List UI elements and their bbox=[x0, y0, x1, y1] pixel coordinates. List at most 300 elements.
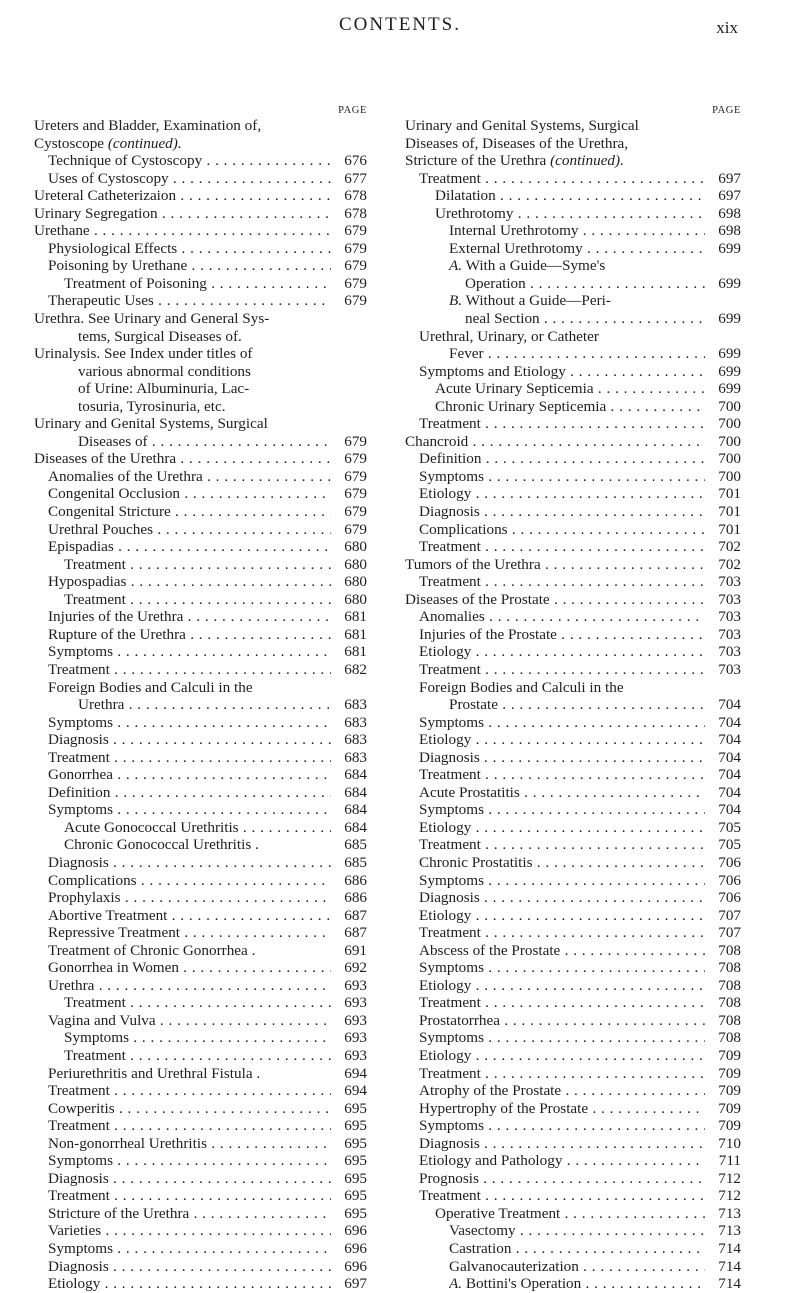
toc-entry-text: neal Section . . . bbox=[465, 310, 705, 328]
toc-entry-text: Stricture of the Urethra . . . bbox=[48, 1205, 331, 1223]
toc-entry bbox=[405, 608, 741, 626]
toc-entry bbox=[34, 538, 367, 556]
toc-entry-text: Symptoms . . . bbox=[419, 714, 705, 732]
toc-entry-text: Diseases of the Urethra . . . bbox=[34, 450, 331, 468]
toc-entry bbox=[34, 1222, 367, 1240]
toc-entry-text: Symptoms and Etiology . . . bbox=[419, 363, 705, 381]
toc-entry-text: Urethra . . . bbox=[48, 977, 331, 995]
toc-entry-text: Symptoms . . . bbox=[419, 1117, 705, 1135]
toc-entry bbox=[34, 573, 367, 591]
toc-entry-text: Injuries of the Urethra . . . bbox=[48, 608, 331, 626]
toc-page-number: 708 bbox=[718, 959, 741, 977]
toc-entry bbox=[405, 1065, 741, 1083]
toc-entry bbox=[405, 310, 741, 328]
toc-entry bbox=[405, 468, 741, 486]
toc-entry-text: Symptoms . . . bbox=[419, 959, 705, 977]
toc-entry-text: Diagnosis . . . bbox=[419, 1135, 705, 1153]
toc-entry-text: Etiology and Pathology . . . bbox=[419, 1152, 705, 1170]
toc-entry bbox=[405, 1100, 741, 1118]
toc-entry bbox=[405, 907, 741, 925]
toc-entry-text: Diseases of . . . bbox=[78, 433, 331, 451]
toc-entry bbox=[405, 152, 741, 170]
toc-entry-text: Urethral Pouches . . . bbox=[48, 521, 331, 539]
toc-page-number: 709 bbox=[718, 1064, 741, 1082]
toc-entry bbox=[34, 275, 367, 293]
toc-page-number: 699 bbox=[718, 239, 741, 257]
toc-page-number: 705 bbox=[718, 818, 741, 836]
toc-entry-text: Chronic Urinary Septicemia . . . bbox=[435, 398, 705, 416]
toc-entry bbox=[34, 170, 367, 188]
toc-page-number: 712 bbox=[718, 1169, 741, 1187]
toc-entry-text: Acute Prostatitis . . . bbox=[419, 784, 705, 802]
toc-entry bbox=[34, 1152, 367, 1170]
toc-entry bbox=[34, 942, 367, 960]
toc-page-number: 713 bbox=[718, 1222, 741, 1240]
toc-page-number: 679 bbox=[344, 239, 367, 257]
toc-entry-text: Symptoms . . . bbox=[64, 1029, 331, 1047]
page-number: xix bbox=[716, 18, 738, 37]
toc-entry-text: Urethra . . . bbox=[78, 696, 331, 714]
toc-entry-text: Internal Urethrotomy . . . bbox=[449, 222, 705, 240]
toc-entry bbox=[34, 292, 367, 310]
toc-entry bbox=[34, 626, 367, 644]
toc-page-number: 695 bbox=[344, 1169, 367, 1187]
toc-entry bbox=[405, 170, 741, 188]
toc-entry-text: Urinary and Genital Systems, Surgical bbox=[34, 415, 268, 433]
toc-entry bbox=[34, 1065, 367, 1083]
toc-entry bbox=[405, 714, 741, 732]
toc-entry bbox=[34, 591, 367, 609]
toc-entry bbox=[405, 924, 741, 942]
toc-entry bbox=[405, 801, 741, 819]
toc-page-number: 683 bbox=[344, 748, 367, 766]
toc-entry bbox=[34, 1082, 367, 1100]
toc-page-number: 679 bbox=[344, 222, 367, 240]
toc-page-number: 678 bbox=[344, 204, 367, 222]
toc-entry-text: Uses of Cystoscopy . . . bbox=[48, 170, 331, 188]
toc-entry bbox=[405, 573, 741, 591]
toc-entry-text: Treatment . . . bbox=[48, 661, 331, 679]
toc-page-number: 697 bbox=[344, 1275, 367, 1293]
toc-entry-text: Anomalies of the Urethra . . . bbox=[48, 468, 331, 486]
toc-page-number: 678 bbox=[344, 187, 367, 205]
toc-entry bbox=[405, 836, 741, 854]
toc-entry-text: Etiology . . . bbox=[419, 485, 705, 503]
toc-page-number: 697 bbox=[718, 169, 741, 187]
toc-entry bbox=[405, 784, 741, 802]
toc-entry-text: Definition . . . bbox=[48, 784, 331, 802]
toc-entry-text: Diagnosis . . . bbox=[48, 1258, 331, 1276]
toc-entry-text: Chancroid . . . bbox=[405, 433, 705, 451]
toc-entry-text: tosuria, Tyrosinuria, etc. bbox=[78, 397, 226, 415]
left-column bbox=[34, 104, 367, 1293]
toc-entry bbox=[34, 135, 367, 153]
toc-page-number: 684 bbox=[344, 801, 367, 819]
toc-entry bbox=[34, 1047, 367, 1065]
toc-entry bbox=[405, 117, 741, 135]
toc-entry-text: Symptoms . . . bbox=[48, 801, 331, 819]
toc-entry-text: Prostate . . . bbox=[449, 696, 705, 714]
toc-page-number: 705 bbox=[718, 836, 741, 854]
toc-entry bbox=[34, 1240, 367, 1258]
toc-entry bbox=[405, 485, 741, 503]
toc-entry-text: Treatment . . . bbox=[64, 591, 331, 609]
toc-entry bbox=[34, 731, 367, 749]
toc-entry-text: Non-gonorrheal Urethritis . . . bbox=[48, 1135, 331, 1153]
toc-page-number: 703 bbox=[718, 660, 741, 678]
toc-entry bbox=[405, 398, 741, 416]
toc-entry-text: A. Bottini's Operation . . . bbox=[449, 1275, 705, 1293]
toc-entry bbox=[405, 1240, 741, 1258]
toc-page-number: 708 bbox=[718, 1011, 741, 1029]
toc-page-number: 696 bbox=[344, 1257, 367, 1275]
toc-entry bbox=[405, 240, 741, 258]
toc-entry bbox=[405, 345, 741, 363]
toc-entry-text: Treatment of Chronic Gonorrhea . bbox=[48, 941, 256, 959]
toc-entry bbox=[405, 959, 741, 977]
toc-entry-text: Complications . . . bbox=[419, 521, 705, 539]
toc-page-number: 704 bbox=[718, 696, 741, 714]
toc-page-number: 695 bbox=[344, 1117, 367, 1135]
toc-entry bbox=[405, 257, 741, 275]
toc-entry bbox=[34, 872, 367, 890]
toc-entry bbox=[34, 696, 367, 714]
toc-page-number: 693 bbox=[344, 994, 367, 1012]
toc-entry-text: Congenital Stricture . . . bbox=[48, 503, 331, 521]
toc-entry-text: Tumors of the Urethra . . . bbox=[405, 556, 705, 574]
toc-entry bbox=[405, 538, 741, 556]
toc-entry bbox=[34, 152, 367, 170]
toc-entry bbox=[405, 363, 741, 381]
toc-page-number: 700 bbox=[718, 450, 741, 468]
toc-page-number: 679 bbox=[344, 257, 367, 275]
toc-entry-text: Diagnosis . . . bbox=[419, 503, 705, 521]
toc-entry bbox=[34, 415, 367, 433]
toc-entry bbox=[405, 135, 741, 153]
toc-entry bbox=[34, 679, 367, 697]
toc-entry bbox=[405, 433, 741, 451]
toc-entry bbox=[405, 766, 741, 784]
toc-entry-text: Etiology . . . bbox=[419, 907, 705, 925]
right-entry-list bbox=[405, 117, 741, 1293]
toc-entry-text: Anomalies . . . bbox=[419, 608, 705, 626]
left-page-label: PAGE bbox=[338, 105, 367, 116]
toc-entry-text: Symptoms . . . bbox=[48, 1240, 331, 1258]
toc-entry-text: Symptoms . . . bbox=[419, 872, 705, 890]
toc-entry-text: Treatment . . . bbox=[419, 766, 705, 784]
toc-entry bbox=[34, 363, 367, 381]
toc-entry bbox=[34, 661, 367, 679]
toc-page-number: 680 bbox=[344, 555, 367, 573]
toc-entry bbox=[405, 1029, 741, 1047]
toc-page-number: 679 bbox=[344, 292, 367, 310]
toc-entry-text: Treatment . . . bbox=[64, 994, 331, 1012]
toc-page-number: 692 bbox=[344, 959, 367, 977]
toc-entry-text: Prostatorrhea . . . bbox=[419, 1012, 705, 1030]
toc-entry-text: Gonorrhea . . . bbox=[48, 766, 331, 784]
toc-entry bbox=[405, 819, 741, 837]
toc-entry bbox=[34, 994, 367, 1012]
toc-entry-text: Prophylaxis . . . bbox=[48, 889, 331, 907]
toc-page-number: 683 bbox=[344, 713, 367, 731]
toc-entry-text: Prognosis . . . bbox=[419, 1170, 705, 1188]
toc-page-number: 713 bbox=[718, 1204, 741, 1222]
toc-entry bbox=[34, 187, 367, 205]
toc-page-number: 709 bbox=[718, 1099, 741, 1117]
toc-page-number: 710 bbox=[718, 1134, 741, 1152]
toc-page-number: 702 bbox=[718, 538, 741, 556]
toc-entry bbox=[34, 924, 367, 942]
toc-entry-text: Treatment . . . bbox=[419, 836, 705, 854]
toc-page-number: 694 bbox=[344, 1082, 367, 1100]
toc-page-number: 708 bbox=[718, 994, 741, 1012]
toc-entry-text: Urethral, Urinary, or Catheter bbox=[419, 327, 599, 345]
toc-entry bbox=[405, 977, 741, 995]
toc-page-number: 698 bbox=[718, 204, 741, 222]
toc-entry bbox=[34, 450, 367, 468]
toc-page-number: 709 bbox=[718, 1046, 741, 1064]
toc-page-number: 684 bbox=[344, 766, 367, 784]
toc-entry-text: Periurethritis and Urethral Fistula . bbox=[48, 1064, 261, 1082]
toc-page-number: 698 bbox=[718, 222, 741, 240]
toc-entry-text: Treatment . . . bbox=[64, 1047, 331, 1065]
toc-entry-text: Stricture of the Urethra (continued). bbox=[405, 152, 624, 170]
toc-entry bbox=[405, 521, 741, 539]
toc-entry bbox=[405, 1047, 741, 1065]
toc-entry-text: Operative Treatment . . . bbox=[435, 1205, 705, 1223]
toc-entry bbox=[405, 749, 741, 767]
toc-entry bbox=[405, 275, 741, 293]
toc-page-number: 696 bbox=[344, 1222, 367, 1240]
toc-entry bbox=[405, 415, 741, 433]
toc-entry bbox=[34, 328, 367, 346]
toc-entry bbox=[34, 1135, 367, 1153]
toc-entry bbox=[34, 766, 367, 784]
toc-page-number: 693 bbox=[344, 1011, 367, 1029]
toc-entry bbox=[405, 222, 741, 240]
page-title: CONTENTS. bbox=[339, 14, 461, 35]
toc-page-number: 679 bbox=[344, 485, 367, 503]
toc-entry-text: Physiological Effects . . . bbox=[48, 240, 331, 258]
toc-entry bbox=[405, 450, 741, 468]
toc-entry bbox=[405, 1187, 741, 1205]
toc-entry bbox=[34, 784, 367, 802]
toc-page-number: 699 bbox=[718, 274, 741, 292]
toc-entry-text: Technique of Cystoscopy . . . bbox=[48, 152, 331, 170]
toc-entry-text: Abscess of the Prostate . . . bbox=[419, 942, 705, 960]
toc-entry bbox=[405, 696, 741, 714]
toc-entry-text: Castration . . . bbox=[449, 1240, 705, 1258]
toc-entry-text: Ureteral Catheterizaion . . . bbox=[34, 187, 331, 205]
toc-entry-text: Repressive Treatment . . . bbox=[48, 924, 331, 942]
toc-entry-text: Atrophy of the Prostate . . . bbox=[419, 1082, 705, 1100]
toc-page-number: 687 bbox=[344, 906, 367, 924]
toc-page-number: 686 bbox=[344, 871, 367, 889]
toc-entry-text: Acute Gonococcal Urethritis . . . bbox=[64, 819, 331, 837]
toc-entry bbox=[34, 345, 367, 363]
toc-entry-text: Treatment . . . bbox=[419, 538, 705, 556]
toc-page-number: 685 bbox=[344, 853, 367, 871]
toc-entry bbox=[34, 714, 367, 732]
toc-entry-text: Urethra. See Urinary and General Sys- bbox=[34, 310, 270, 328]
toc-page-number: 694 bbox=[344, 1064, 367, 1082]
toc-entry bbox=[34, 1275, 367, 1293]
toc-page-number: 693 bbox=[344, 976, 367, 994]
toc-entry bbox=[34, 1205, 367, 1223]
toc-page-number: 714 bbox=[718, 1257, 741, 1275]
toc-entry bbox=[34, 1117, 367, 1135]
toc-page-number: 702 bbox=[718, 555, 741, 573]
toc-page-number: 700 bbox=[718, 467, 741, 485]
toc-page-number: 711 bbox=[718, 1152, 741, 1170]
right-page-label: PAGE bbox=[712, 105, 741, 116]
toc-entry bbox=[34, 257, 367, 275]
toc-entry bbox=[405, 328, 741, 346]
toc-entry-text: Poisoning by Urethane . . . bbox=[48, 257, 331, 275]
toc-entry-text: Urinalysis. See Index under titles of bbox=[34, 345, 253, 363]
toc-entry bbox=[34, 977, 367, 995]
toc-entry-text: Definition . . . bbox=[419, 450, 705, 468]
toc-entry-text: Rupture of the Urethra . . . bbox=[48, 626, 331, 644]
toc-entry-text: Fever . . . bbox=[449, 345, 705, 363]
toc-entry bbox=[34, 433, 367, 451]
toc-page-number: 706 bbox=[718, 889, 741, 907]
toc-page-number: 699 bbox=[718, 362, 741, 380]
toc-entry bbox=[34, 468, 367, 486]
toc-entry bbox=[34, 608, 367, 626]
toc-entry bbox=[34, 117, 367, 135]
toc-entry-text: Varieties . . . bbox=[48, 1222, 331, 1240]
toc-entry bbox=[405, 380, 741, 398]
page-header bbox=[0, 14, 800, 54]
toc-entry bbox=[405, 292, 741, 310]
toc-entry-text: Etiology . . . bbox=[48, 1275, 331, 1293]
toc-entry-text: Urethrotomy . . . bbox=[435, 205, 705, 223]
toc-page-number: 700 bbox=[718, 432, 741, 450]
toc-entry bbox=[405, 872, 741, 890]
toc-entry bbox=[34, 222, 367, 240]
toc-entry-text: Diseases of, Diseases of the Urethra, bbox=[405, 134, 629, 152]
toc-entry-text: Treatment . . . bbox=[419, 661, 705, 679]
toc-entry-text: Diagnosis . . . bbox=[48, 854, 331, 872]
toc-entry-text: Treatment . . . bbox=[48, 1117, 331, 1135]
toc-entry-text: Treatment . . . bbox=[419, 415, 705, 433]
toc-page-number: 701 bbox=[718, 520, 741, 538]
toc-page-number: 683 bbox=[344, 731, 367, 749]
toc-entry bbox=[34, 854, 367, 872]
toc-entry bbox=[34, 907, 367, 925]
toc-entry-text: Acute Urinary Septicemia . . . bbox=[435, 380, 705, 398]
toc-page-number: 701 bbox=[718, 503, 741, 521]
toc-page-number: 706 bbox=[718, 853, 741, 871]
toc-entry bbox=[34, 959, 367, 977]
left-entry-list bbox=[34, 117, 367, 1293]
toc-page-number: 679 bbox=[344, 520, 367, 538]
toc-entry bbox=[34, 556, 367, 574]
toc-page-number: 683 bbox=[344, 696, 367, 714]
toc-entry bbox=[34, 1100, 367, 1118]
toc-page-number: 679 bbox=[344, 274, 367, 292]
toc-entry-text: Chronic Gonococcal Urethritis . bbox=[64, 836, 259, 854]
toc-entry bbox=[34, 503, 367, 521]
toc-page-number: 679 bbox=[344, 432, 367, 450]
toc-page-number: 680 bbox=[344, 538, 367, 556]
toc-entry-text: Diagnosis . . . bbox=[48, 1170, 331, 1188]
toc-entry-text: Epispadias . . . bbox=[48, 538, 331, 556]
toc-entry-text: Vasectomy . . . bbox=[449, 1222, 705, 1240]
toc-entry-text: Symptoms . . . bbox=[48, 643, 331, 661]
toc-entry-text: Galvanocauterization . . . bbox=[449, 1258, 705, 1276]
toc-entry bbox=[34, 310, 367, 328]
toc-page-number: 709 bbox=[718, 1082, 741, 1100]
toc-page-number: 708 bbox=[718, 1029, 741, 1047]
toc-page-number: 703 bbox=[718, 590, 741, 608]
toc-entry-text: Treatment . . . bbox=[419, 994, 705, 1012]
toc-entry-text: Urinary Segregation . . . bbox=[34, 205, 331, 223]
toc-entry bbox=[405, 994, 741, 1012]
toc-entry-text: Hypospadias . . . bbox=[48, 573, 331, 591]
toc-entry bbox=[405, 1258, 741, 1276]
toc-entry bbox=[405, 889, 741, 907]
toc-entry-text: Etiology . . . bbox=[419, 731, 705, 749]
toc-entry-text: Treatment . . . bbox=[48, 749, 331, 767]
toc-entry bbox=[34, 380, 367, 398]
toc-entry bbox=[405, 1135, 741, 1153]
toc-page-number: 677 bbox=[344, 169, 367, 187]
toc-entry-text: Etiology . . . bbox=[419, 643, 705, 661]
toc-page-number: 709 bbox=[718, 1117, 741, 1135]
toc-entry bbox=[34, 749, 367, 767]
toc-page-number: 699 bbox=[718, 310, 741, 328]
toc-entry-text: Treatment . . . bbox=[419, 170, 705, 188]
toc-page-number: 714 bbox=[718, 1275, 741, 1293]
toc-entry bbox=[34, 521, 367, 539]
toc-page-number: 695 bbox=[344, 1152, 367, 1170]
toc-entry bbox=[405, 187, 741, 205]
toc-entry bbox=[34, 485, 367, 503]
toc-entry bbox=[34, 1258, 367, 1276]
toc-page-number: 712 bbox=[718, 1187, 741, 1205]
toc-page-number: 703 bbox=[718, 625, 741, 643]
toc-entry-text: Injuries of the Prostate . . . bbox=[419, 626, 705, 644]
toc-entry-text: Symptoms . . . bbox=[48, 714, 331, 732]
toc-entry bbox=[34, 889, 367, 907]
toc-entry bbox=[405, 1275, 741, 1293]
toc-entry bbox=[405, 661, 741, 679]
toc-entry-text: Symptoms . . . bbox=[419, 468, 705, 486]
toc-page-number: 701 bbox=[718, 485, 741, 503]
toc-entry bbox=[34, 1170, 367, 1188]
toc-page-number: 691 bbox=[344, 941, 367, 959]
toc-entry-text: Cystoscope (continued). bbox=[34, 134, 182, 152]
toc-entry-text: Diseases of the Prostate . . . bbox=[405, 591, 705, 609]
toc-page-number: 697 bbox=[718, 187, 741, 205]
toc-entry-text: Diagnosis . . . bbox=[419, 749, 705, 767]
right-column bbox=[405, 104, 741, 1293]
toc-entry-text: Ureters and Bladder, Examination of, bbox=[34, 117, 262, 134]
toc-page-number: 703 bbox=[718, 573, 741, 591]
toc-entry-text: Therapeutic Uses . . . bbox=[48, 292, 331, 310]
toc-entry-text: various abnormal conditions bbox=[78, 362, 251, 380]
toc-page-number: 681 bbox=[344, 625, 367, 643]
toc-entry bbox=[405, 626, 741, 644]
toc-entry-text: Dilatation . . . bbox=[435, 187, 705, 205]
toc-entry-text: Etiology . . . bbox=[419, 1047, 705, 1065]
toc-page-number: 704 bbox=[718, 748, 741, 766]
toc-entry-text: Etiology . . . bbox=[419, 819, 705, 837]
toc-entry bbox=[34, 1029, 367, 1047]
toc-page-number: 686 bbox=[344, 889, 367, 907]
